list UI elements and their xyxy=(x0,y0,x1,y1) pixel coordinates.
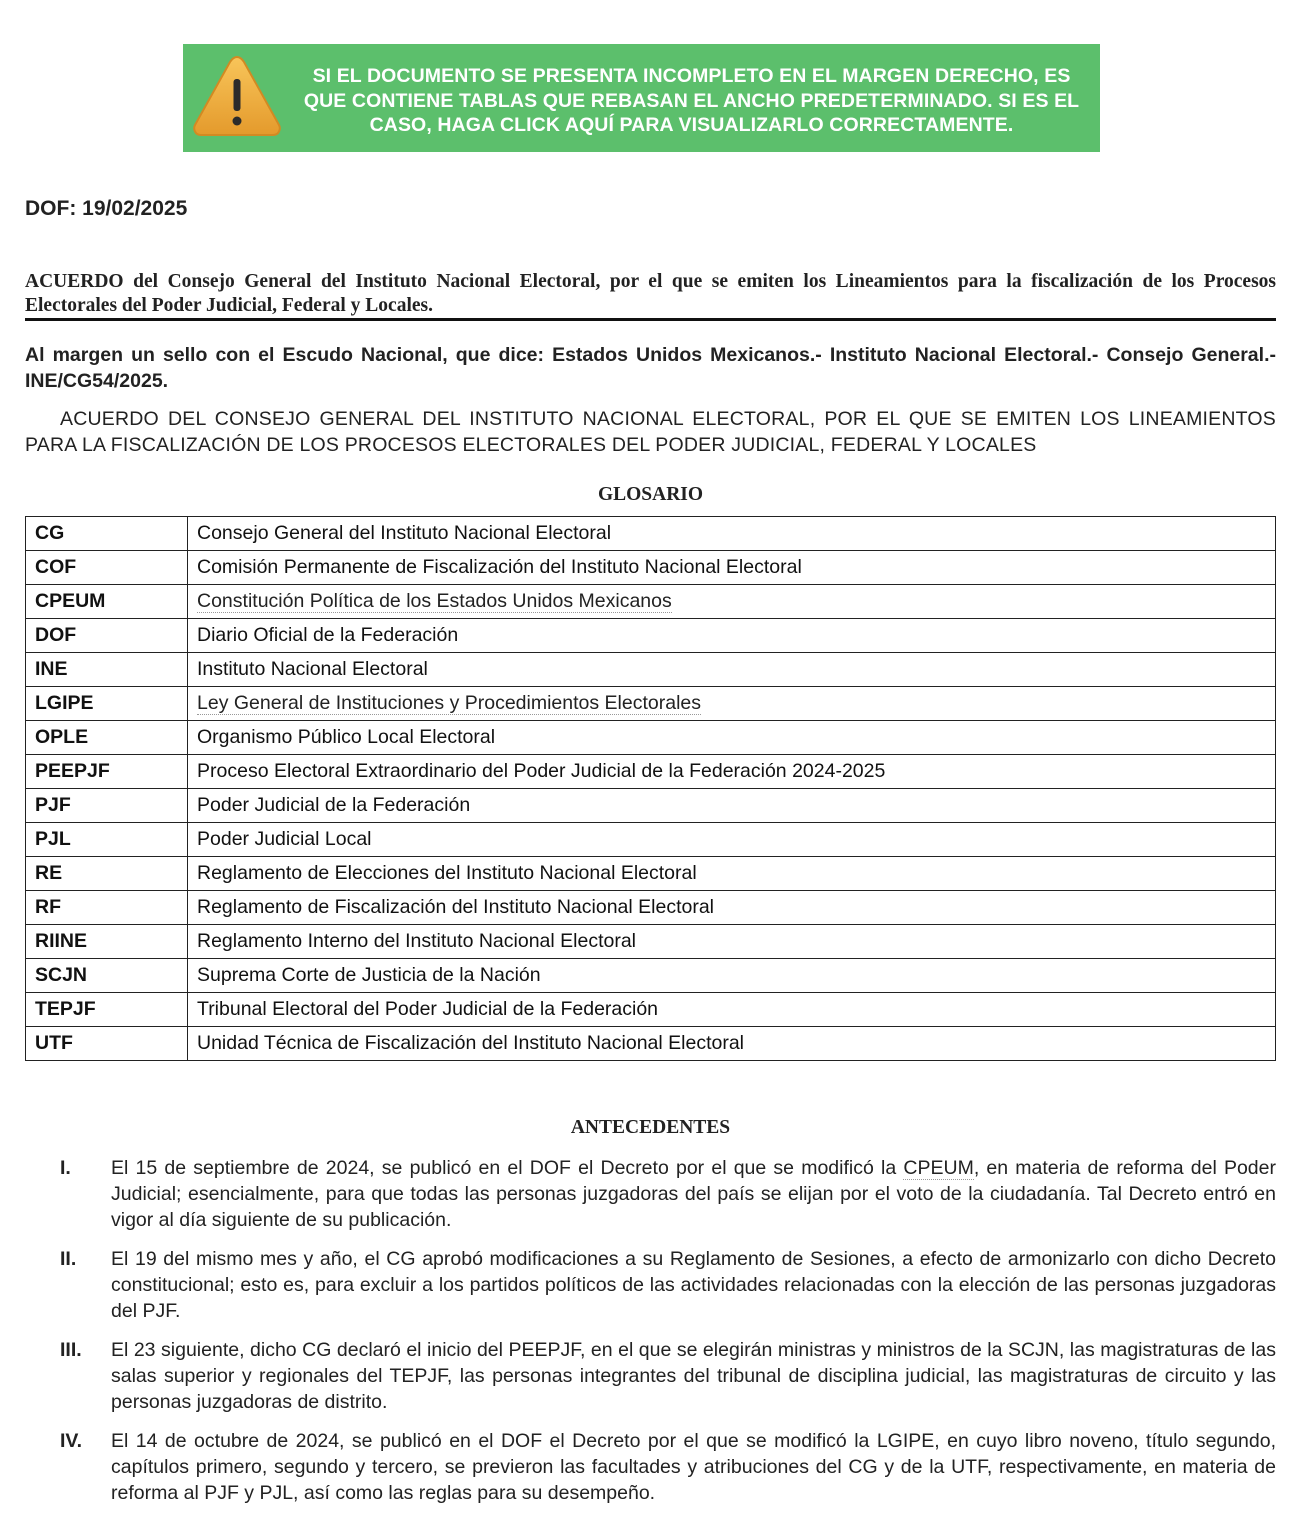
glosario-meaning-cell: Reglamento Interno del Instituto Nacional Electoral xyxy=(188,925,1276,959)
glosario-abbreviation: CPEUM xyxy=(26,585,188,619)
glosario-row xyxy=(26,755,1276,789)
glosario-meaning-cell: Poder Judicial Local xyxy=(188,823,1276,857)
antecedente-text: El 14 de octubre de 2024, se publicó en el DOF el Decreto por el que se modificó la LGIPE, en cuyo libro noveno, título segundo, capítulos primero, segundo y tercero, se previeron las facultades y atribuciones del CG y de la UTF, respectivamente, en materia de reforma al PJF y PJL, así como las reglas para su desempeño. xyxy=(111,1430,1276,1504)
glosario-row xyxy=(26,959,1276,993)
glosario-abbreviation: RIINE xyxy=(26,925,188,959)
glosario-row xyxy=(26,721,1276,755)
acuerdo-heading: ACUERDO DEL CONSEJO GENERAL DEL INSTITUTO NACIONAL ELECTORAL, POR EL QUE SE EMITEN LOS LINEAMIENTOS PARA LA FISCALIZACIÓN DE LOS PROCESOS ELECTORALES DEL PODER JUDICIAL, FEDERAL Y LOCALES xyxy=(25,408,1276,456)
glosario-abbreviation: PJF xyxy=(26,789,188,823)
glosario-row xyxy=(26,857,1276,891)
banner-message[interactable]: SI EL DOCUMENTO SE PRESENTA INCOMPLETO EN EL MARGEN DERECHO, ES QUE CONTIENE TABLAS QUE REBASAN EL ANCHO PREDETERMINADO. SI ES EL CASO, HAGA CLICK AQUÍ PARA VISUALIZARLO CORRECTAMENTE. xyxy=(303,65,1080,136)
glosario-abbreviation: CG xyxy=(26,517,188,551)
margin-note: Al margen un sello con el Escudo Nacional, que dice: Estados Unidos Mexicanos.- Instituto Nacional Electoral.- Consejo General.- INE/CG54/2025. xyxy=(25,344,1276,392)
glosario-meaning-cell: Unidad Técnica de Fiscalización del Instituto Nacional Electoral xyxy=(188,1027,1276,1061)
antecedentes-list xyxy=(25,1155,1276,1506)
antecedente-text-part: El 15 de septiembre de 2024, se publicó en el DOF el Decreto por el que se modificó la xyxy=(111,1157,904,1179)
glosario-meaning-cell: Reglamento de Elecciones del Instituto Nacional Electoral xyxy=(188,857,1276,891)
glosario-meaning-cell: Comisión Permanente de Fiscalización del Instituto Nacional Electoral xyxy=(188,551,1276,585)
glosario-abbreviation: SCJN xyxy=(26,959,188,993)
antecedente-text-part: , en materia de reforma del Poder Judicial; esencialmente, para que todas las personas juzgadoras del país se elijan por el voto de la ciudadanía. Tal Decreto entró en vigor al día siguiente de su publicación. xyxy=(111,1157,1276,1231)
glosario-abbreviation: LGIPE xyxy=(26,687,188,721)
glosario-row xyxy=(26,687,1276,721)
glosario-row xyxy=(26,619,1276,653)
glosario-abbreviation: PJL xyxy=(26,823,188,857)
cpeum-link[interactable]: CPEUM xyxy=(903,1157,974,1179)
antecedente-number: I. xyxy=(60,1157,71,1179)
glosario-row xyxy=(26,823,1276,857)
antecedentes-heading: ANTECEDENTES xyxy=(570,1117,731,1138)
antecedente-number: II. xyxy=(60,1248,77,1270)
glosario-meaning-cell: Consejo General del Instituto Nacional Electoral xyxy=(188,517,1276,551)
glosario-row xyxy=(26,1027,1276,1061)
antecedente-number: IV. xyxy=(60,1430,83,1452)
glosario-heading: GLOSARIO xyxy=(597,484,704,505)
antecedente-item xyxy=(25,1246,1276,1324)
glosario-meaning-cell: Diario Oficial de la Federación xyxy=(188,619,1276,653)
antecedente-text xyxy=(111,1155,1276,1233)
incomplete-document-banner[interactable] xyxy=(183,44,1100,152)
document-title: ACUERDO del Consejo General del Instituto Nacional Electoral, por el que se emiten los Lineamientos para la fiscalización de los Procesos Electorales del Poder Judicial, Federal y Locales. xyxy=(25,271,1276,316)
glosario-meaning-link[interactable]: Ley General de Instituciones y Procedimientos Electorales xyxy=(197,692,702,714)
glosario-meaning-cell: Poder Judicial de la Federación xyxy=(188,789,1276,823)
glosario-abbreviation: TEPJF xyxy=(26,993,188,1027)
glosario-table xyxy=(25,516,1276,1061)
glosario-meaning-cell: Proceso Electoral Extraordinario del Poder Judicial de la Federación 2024-2025 xyxy=(188,755,1276,789)
glosario-row xyxy=(26,789,1276,823)
glosario-row xyxy=(26,551,1276,585)
glosario-meaning-cell: Tribunal Electoral del Poder Judicial de la Federación xyxy=(188,993,1276,1027)
warning-triangle-icon xyxy=(191,53,283,139)
glosario-row xyxy=(26,653,1276,687)
glosario-meaning-link[interactable]: Constitución Política de los Estados Unidos Mexicanos xyxy=(197,590,672,612)
glosario-abbreviation: COF xyxy=(26,551,188,585)
glosario-meaning-cell xyxy=(188,585,1276,619)
dof-date: DOF: 19/02/2025 xyxy=(25,197,188,220)
glosario-row xyxy=(26,891,1276,925)
glosario-abbreviation: OPLE xyxy=(26,721,188,755)
antecedente-text: El 19 del mismo mes y año, el CG aprobó modificaciones a su Reglamento de Sesiones, a efecto de armonizarlo con dicho Decreto constitucional; esto es, para excluir a los partidos políticos de las actividades relacionadas con la elección de las personas juzgadoras del PJF. xyxy=(111,1248,1276,1322)
glosario-meaning-cell: Suprema Corte de Justicia de la Nación xyxy=(188,959,1276,993)
glosario-row xyxy=(26,925,1276,959)
antecedente-item xyxy=(25,1428,1276,1506)
glosario-row xyxy=(26,517,1276,551)
antecedente-text: El 23 siguiente, dicho CG declaró el inicio del PEEPJF, en el que se elegirán ministras y ministros de la SCJN, las magistraturas de las salas superior y regionales del TEPJF, las personas integrantes del tribunal de disciplina judicial, las magistraturas de circuito y las personas juzgadoras de distrito. xyxy=(111,1339,1276,1413)
glosario-row xyxy=(26,585,1276,619)
glosario-meaning-cell xyxy=(188,687,1276,721)
glosario-abbreviation: UTF xyxy=(26,1027,188,1061)
glosario-abbreviation: PEEPJF xyxy=(26,755,188,789)
glosario-abbreviation: RE xyxy=(26,857,188,891)
glosario-abbreviation: INE xyxy=(26,653,188,687)
glosario-meaning-cell: Instituto Nacional Electoral xyxy=(188,653,1276,687)
glosario-abbreviation: RF xyxy=(26,891,188,925)
antecedente-item xyxy=(25,1155,1276,1233)
glosario-meaning-cell: Organismo Público Local Electoral xyxy=(188,721,1276,755)
glosario-abbreviation: DOF xyxy=(26,619,188,653)
title-divider xyxy=(25,318,1276,321)
antecedente-item xyxy=(25,1337,1276,1415)
glosario-meaning-cell: Reglamento de Fiscalización del Instituto Nacional Electoral xyxy=(188,891,1276,925)
glosario-row xyxy=(26,993,1276,1027)
antecedente-number: III. xyxy=(60,1339,82,1361)
